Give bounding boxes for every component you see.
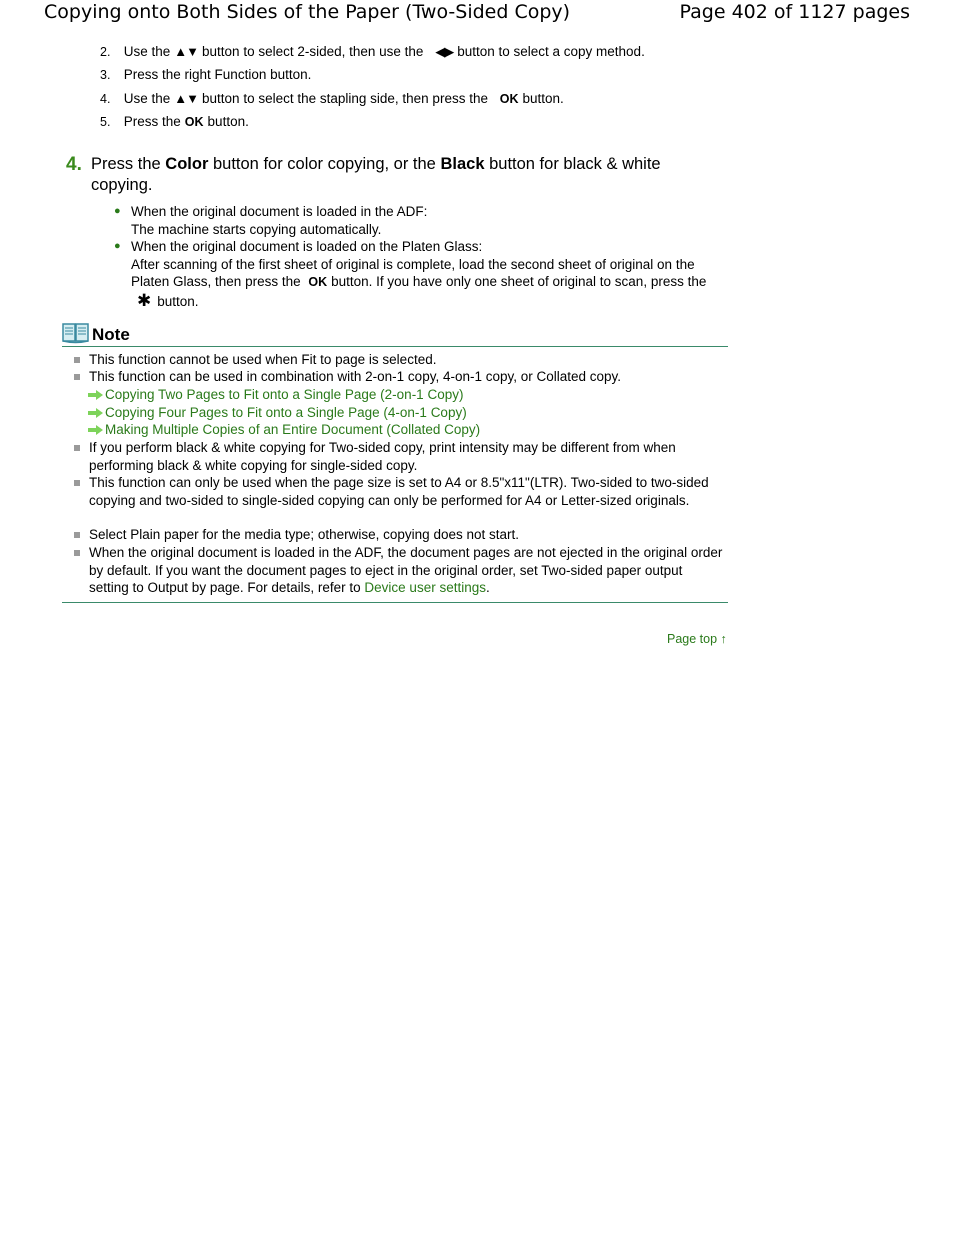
- substep-number: 5.: [100, 115, 111, 129]
- ok-button-label: OK: [308, 275, 328, 289]
- square-bullet-icon: [74, 445, 80, 451]
- note-heading: Note: [92, 325, 130, 344]
- black-button-label: Black: [440, 155, 485, 173]
- arrow-right-icon: [88, 425, 103, 435]
- square-bullet-icon: [74, 357, 80, 363]
- asterisk-icon: ✱: [137, 290, 152, 310]
- page-top-link[interactable]: Page top ↑: [667, 632, 727, 646]
- color-button-label: Color: [165, 155, 209, 173]
- ok-button-label: OK: [184, 115, 204, 129]
- note-item: If you perform black & white copying for Two-sided copy, print intensity may be different from when performing black & white copying for single-sided copy.: [74, 439, 724, 474]
- note-item: When the original document is loaded in the ADF, the document pages are not ejected in the original order by default. If you want the document pages to eject in the original order, set Two-sided paper output setting to Output by page. For details, refer to Device user settings.: [74, 544, 724, 597]
- bullet-platen: ● When the original document is loaded on the Platen Glass: After scanning of the first sheet of original is complete, load the second sheet of original on the Platen Glass, then press the OK button. If you have only one sheet of original to scan, press the ✱ button.: [114, 239, 707, 310]
- substep-number: 4.: [100, 92, 111, 106]
- arrow-right-icon: [88, 390, 103, 400]
- substep-2: 2. Use the ▲▼ button to select 2-sided, then use the ◀▶ button to select a copy method.: [100, 44, 645, 59]
- link-4on1-copy[interactable]: Copying Four Pages to Fit onto a Single Page (4-on-1 Copy): [88, 404, 467, 422]
- page-title: Copying onto Both Sides of the Paper (Two-Sided Copy): [44, 1, 571, 23]
- ok-button-label: OK: [499, 92, 519, 106]
- substep-5: 5. Press the OK button.: [100, 114, 249, 129]
- note-divider: [62, 602, 728, 603]
- note-item: This function can be used in combination with 2-on-1 copy, 4-on-1 copy, or Collated copy.: [74, 368, 724, 386]
- substep-4: 4. Use the ▲▼ button to select the stapling side, then press the OK button.: [100, 91, 564, 106]
- book-icon: [62, 322, 90, 344]
- left-right-arrows-icon: ◀▶: [435, 44, 454, 59]
- substep-number: 2.: [100, 45, 111, 59]
- up-down-arrows-icon: ▲▼: [174, 91, 199, 106]
- square-bullet-icon: [74, 374, 80, 380]
- substep-number: 3.: [100, 68, 111, 82]
- arrow-right-icon: [88, 408, 103, 418]
- arrow-up-icon: ↑: [720, 632, 727, 646]
- link-2on1-copy[interactable]: Copying Two Pages to Fit onto a Single Page (2-on-1 Copy): [88, 386, 463, 404]
- link-collated-copy[interactable]: Making Multiple Copies of an Entire Document (Collated Copy): [88, 421, 480, 439]
- bullet-adf: ● When the original document is loaded in the ADF: The machine starts copying automatically.: [114, 204, 428, 237]
- bullet-dot-icon: ●: [114, 205, 121, 217]
- link-device-user-settings[interactable]: Device user settings: [364, 580, 486, 595]
- note-header: [62, 321, 728, 347]
- square-bullet-icon: [74, 480, 80, 486]
- square-bullet-icon: [74, 532, 80, 538]
- square-bullet-icon: [74, 550, 80, 556]
- note-item: Select Plain paper for the media type; otherwise, copying does not start.: [74, 526, 724, 544]
- step-number: 4.: [66, 154, 82, 175]
- note-item: This function cannot be used when Fit to page is selected.: [74, 351, 724, 369]
- page-counter: Page 402 of 1127 pages: [679, 1, 910, 23]
- bullet-dot-icon: ●: [114, 240, 121, 252]
- note-item: This function can only be used when the page size is set to A4 or 8.5"x11"(LTR). Two-sided to two-sided copying and two-sided to single-sided copying can only be performed for A4 or Letter-sized originals.: [74, 474, 724, 509]
- up-down-arrows-icon: ▲▼: [174, 44, 199, 59]
- substep-3: 3. Press the right Function button.: [100, 67, 312, 82]
- step-4: 4. Press the Color button for color copying, or the Black button for black & white copying.: [66, 154, 661, 194]
